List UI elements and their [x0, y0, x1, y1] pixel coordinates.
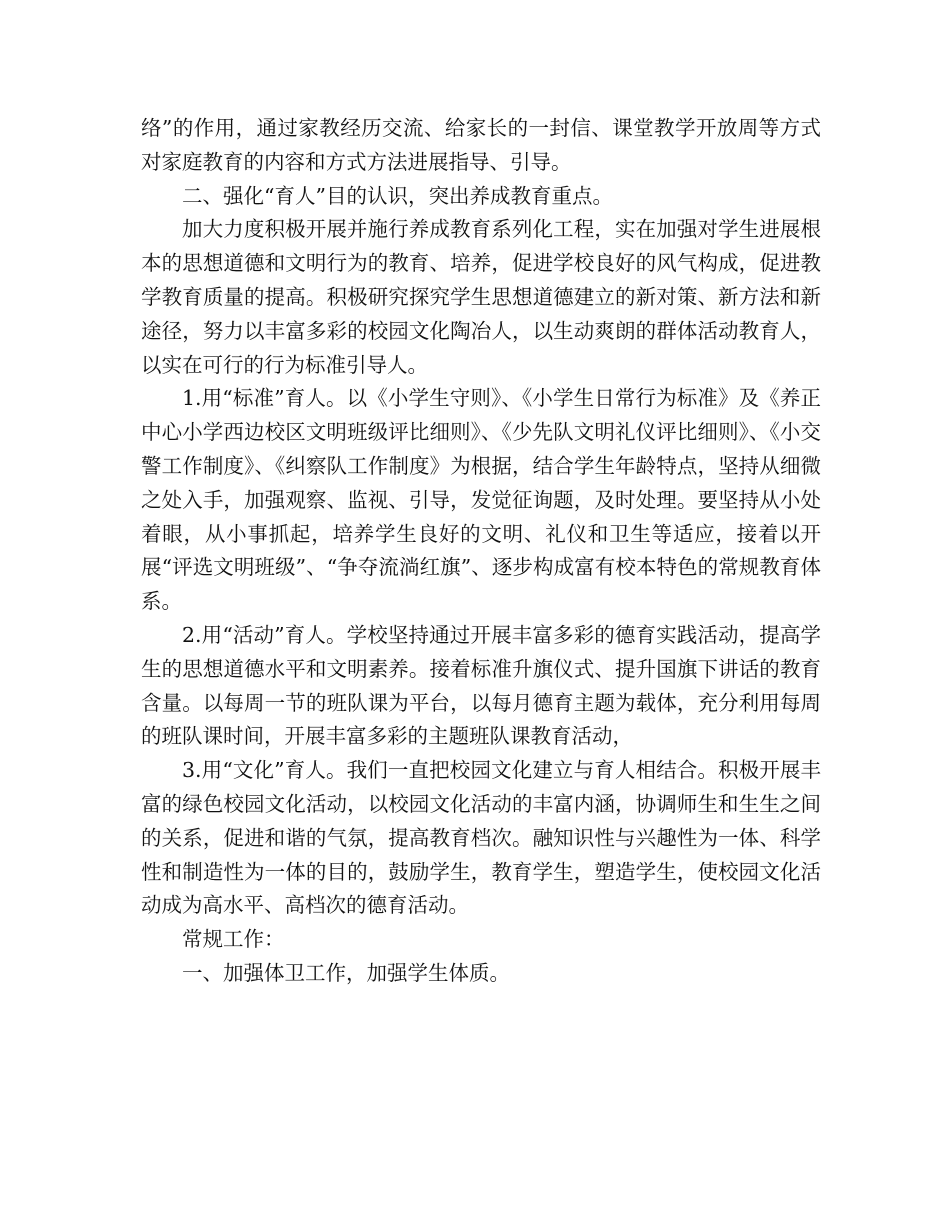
paragraph-continuation: 络”的作用，通过家教经历交流、给家长的一封信、课堂教学开放周等方式对家庭教育的内容和方式方法进展指导、引导。 [141, 116, 821, 174]
section-heading-2: 二、强化“育人”目的认识，突出养成教育重点。 [182, 183, 613, 208]
section-heading-1-pe-health: 一、加强体卫工作，加强学生体质。 [182, 960, 510, 985]
paragraph-item-3-culture: 3.用“文化”育人。我们一直把校园文化建立与育人相结合。积极开展丰富的绿色校园文化活动，以校园文化活动的丰富内涵，协调师生和生生之间的关系，促进和谐的气氛，提高教育档次。融知识性与兴趣性为一体、科学性和制造性为一体的目的，鼓励学生，教育学生，塑造学生，使校园文化活动成为高水平、高档次的德育活动。 [141, 758, 821, 918]
paragraph-item-2-activities: 2.用“活动”育人。学校坚持通过开展丰富多彩的德育实践活动，提高学生的思想道德水平和文明素养。接着标准升旗仪式、提升国旗下讲话的教育含量。以每周一节的班队课为平台，以每月德育主题为载体，充分利用每周的班队课时间，开展丰富多彩的主题班队课教育活动， [141, 622, 821, 749]
paragraph-item-1-standards: 1.用“标准”育人。以《小学生守则》、《小学生日常行为标准》及《养正中心小学西边校区文明班级评比细则》、《少先队文明礼仪评比细则》、《小交警工作制度》、《纠察队工作制度》为根据，结合学生年龄特点，坚持从细微之处入手，加强观察、监视、引导，发觉征询题，及时处理。要坚持从小处着眼，从小事抓起，培养学生良好的文明、礼仪和卫生等适应，接着以开展“评选文明班级”、“争夺流淌红旗”、逐步构成富有校本特色的常规教育体系。 [141, 386, 821, 614]
section-label-routine-work: 常规工作： [182, 927, 285, 952]
document-body [141, 112, 821, 991]
paragraph-habit-education: 加大力度积极开展并施行养成教育系列化工程，实在加强对学生进展根本的思想道德和文明行为的教育、培养，促进学校良好的风气构成，促进教学教育质量的提高。积极研究探究学生思想道德建立的新对策、新方法和新途径，努力以丰富多彩的校园文化陶冶人，以生动爽朗的群体活动教育人，以实在可行的行为标准引导人。 [141, 217, 821, 377]
